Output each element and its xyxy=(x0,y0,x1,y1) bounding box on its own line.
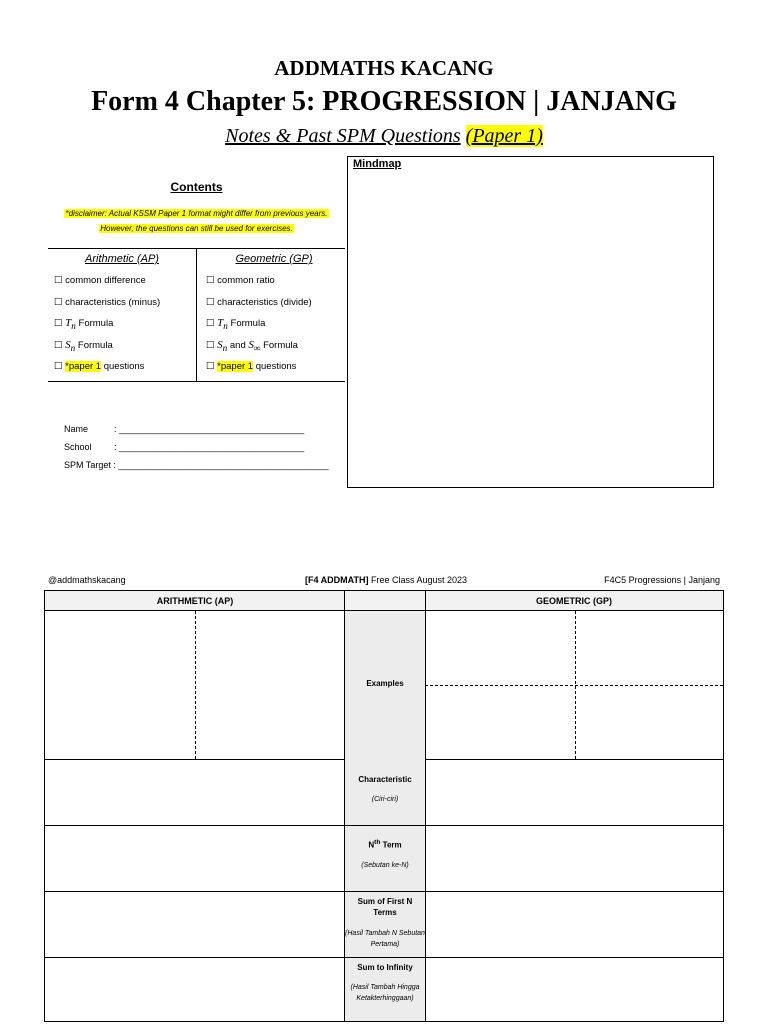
brand-heading: ADDMATHS KACANG xyxy=(274,56,494,80)
comparison-grid xyxy=(44,590,724,1022)
checkbox-icon[interactable]: ☐ xyxy=(54,296,63,308)
geometric-column xyxy=(200,253,348,378)
student-form xyxy=(64,420,329,474)
subtitle-main: Notes & Past SPM Questions xyxy=(225,125,461,147)
ap-column-header: ARITHMETIC (AP) xyxy=(45,591,345,611)
sinf-symbol: $S_\infty$ xyxy=(248,338,261,353)
contents-title: Contents xyxy=(170,180,223,194)
middle-header xyxy=(345,591,425,611)
row-label-sum-infinity: Sum to Infinity (Hasil Tambah Hingga Ketakterhinggaan) xyxy=(350,963,420,1002)
checklist-item[interactable]: ☐ *paper 1 questions xyxy=(206,361,297,372)
disclaimer-line-1: *disclaimer: Actual KSSM Paper 1 format might differ from previous years. xyxy=(65,209,328,218)
gp-column-header: GEOMETRIC (GP) xyxy=(425,591,723,611)
name-field[interactable]: _____________________________________ xyxy=(119,424,305,434)
checklist-item[interactable]: ☐ $S_n$ and $S_\infty$ Formula xyxy=(206,338,298,353)
row-label-characteristic: Characteristic (Ciri-ciri) xyxy=(358,775,412,803)
checklist-item[interactable]: ☐ common ratio xyxy=(206,275,275,286)
checklist-item[interactable]: ☐ $S_n$ Formula xyxy=(54,338,113,353)
page2-title: F4C5 Progressions | Janjang xyxy=(604,575,720,585)
contents-section xyxy=(48,180,345,236)
row-line xyxy=(425,759,723,760)
sn-symbol: $S_n$ xyxy=(217,338,228,353)
disclaimer xyxy=(48,206,345,236)
arithmetic-column xyxy=(48,253,196,378)
row-label-examples: Examples xyxy=(366,679,404,688)
checklist-item[interactable]: ☐ $T_n$ Formula xyxy=(206,317,266,332)
checklist-item[interactable]: ☐ characteristics (divide) xyxy=(206,296,312,308)
checkbox-icon[interactable]: ☐ xyxy=(54,275,63,286)
checklist-item[interactable]: ☐ common difference xyxy=(54,275,146,286)
contents-table xyxy=(48,248,345,382)
middle-column xyxy=(345,611,425,1021)
checkbox-icon[interactable]: ☐ xyxy=(54,339,63,351)
mindmap-box xyxy=(347,156,714,488)
target-field[interactable]: __________________________________________ xyxy=(118,460,329,470)
arithmetic-heading: Arithmetic (AP) xyxy=(85,253,159,265)
school-field[interactable]: _____________________________________ xyxy=(119,442,305,452)
row-line xyxy=(45,891,723,892)
row-line xyxy=(45,825,723,826)
row-label-nth-term: $N^{th}$ Term (Sebutan ke-N) xyxy=(361,839,409,869)
tn-symbol: $T_n$ xyxy=(217,317,228,332)
checkbox-icon[interactable]: ☐ xyxy=(206,339,215,351)
checklist-item[interactable]: ☐ $T_n$ Formula xyxy=(54,317,114,332)
target-row[interactable]: SPM Target : __________________________________________ xyxy=(64,456,329,474)
disclaimer-line-2: However, the questions can still be used for exercises. xyxy=(100,224,293,233)
checklist-item[interactable]: ☐ *paper 1 questions xyxy=(54,361,145,372)
checklist-item[interactable]: ☐ characteristics (minus) xyxy=(54,296,161,308)
subtitle-highlight: (Paper 1) xyxy=(465,125,543,147)
class-tag: [F4 ADDMATH] Free Class August 2023 xyxy=(305,575,468,585)
row-line xyxy=(45,759,345,760)
geometric-heading: Geometric (GP) xyxy=(235,253,313,265)
checkbox-icon[interactable]: ☐ xyxy=(206,318,215,329)
handle: @addmathskacang xyxy=(48,575,126,585)
tn-symbol: $T_n$ xyxy=(65,317,76,332)
school-row[interactable]: School : _____________________________________ xyxy=(64,438,329,456)
mindmap-label: Mindmap xyxy=(353,158,402,170)
contents-divider xyxy=(196,249,197,381)
checkbox-icon[interactable]: ☐ xyxy=(206,361,215,372)
row-label-sum-first-n: Sum of First N Terms (Hasil Tambah N Sebutan Pertama) xyxy=(345,897,425,948)
checkbox-icon[interactable]: ☐ xyxy=(54,361,63,372)
dashed-divider xyxy=(195,611,196,759)
checkbox-icon[interactable]: ☐ xyxy=(206,296,215,308)
dashed-divider xyxy=(425,685,723,686)
checkbox-icon[interactable]: ☐ xyxy=(206,275,215,286)
name-row[interactable]: Name : _____________________________________ xyxy=(64,420,329,438)
page-title: Form 4 Chapter 5: PROGRESSION | JANJANG xyxy=(91,86,677,117)
checkbox-icon[interactable]: ☐ xyxy=(54,318,63,329)
page-subtitle xyxy=(0,125,768,148)
sn-symbol: $S_n$ xyxy=(65,338,76,353)
row-line xyxy=(45,957,723,958)
